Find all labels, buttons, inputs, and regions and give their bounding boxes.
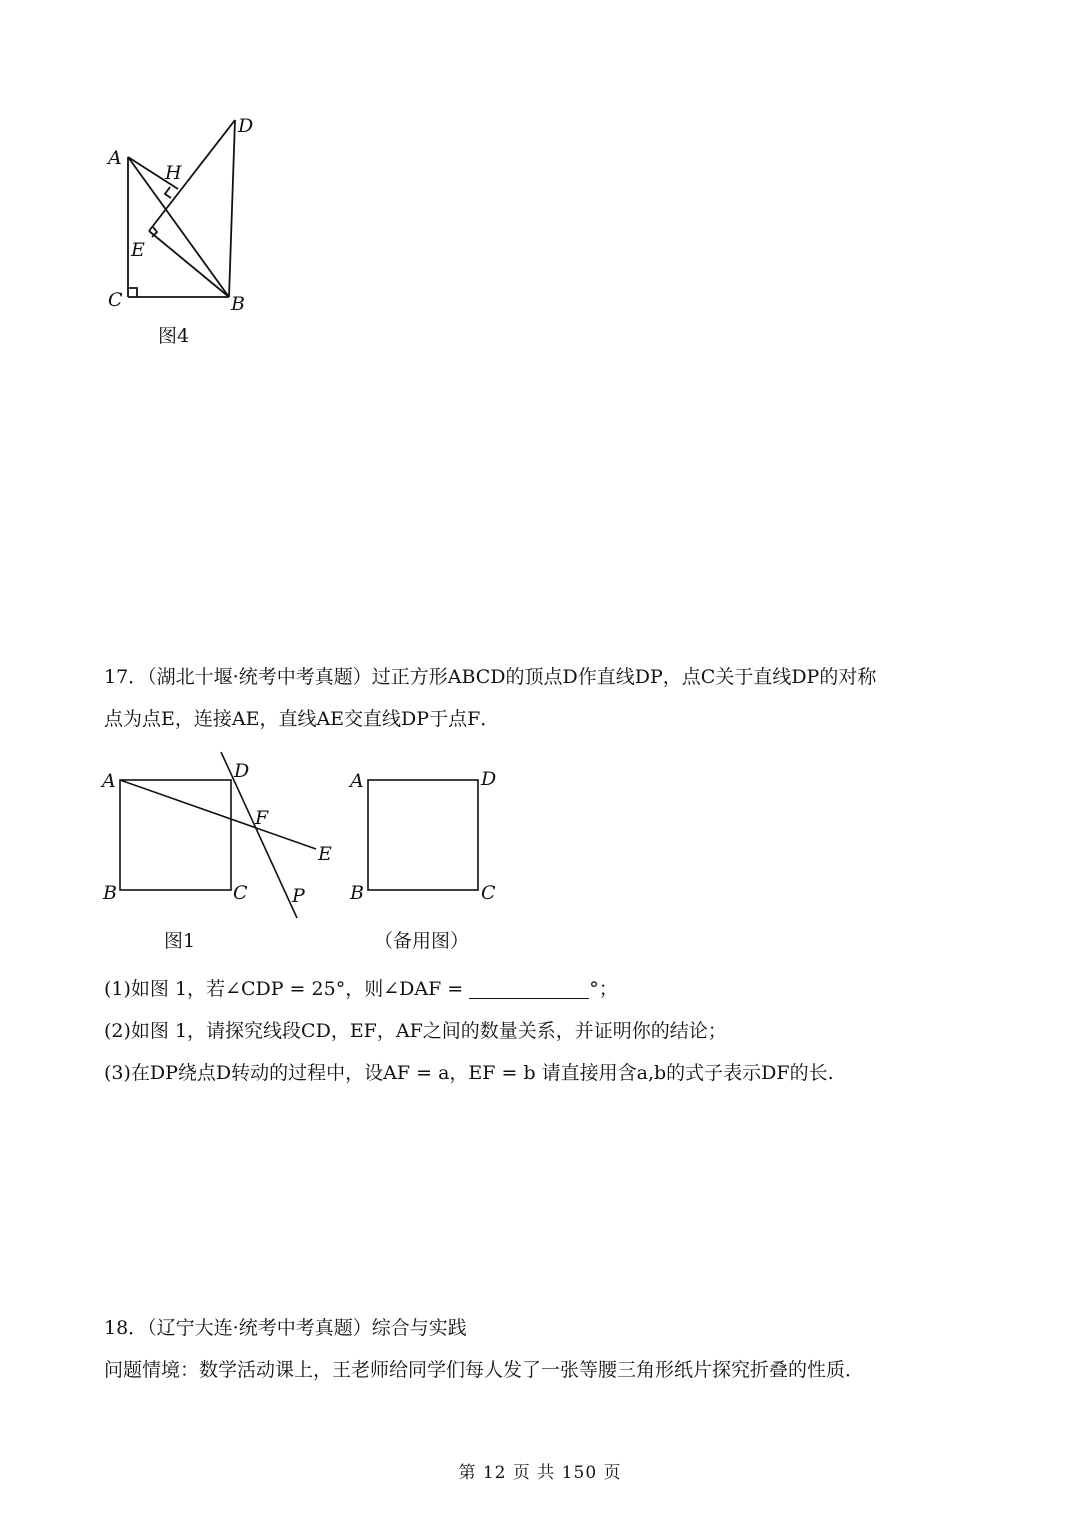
q17-part-3: (3)在DP绕点D转动的过程中，设AF = a，EF = b 请直接用含a,b的式子表示DF的长.: [104, 1062, 834, 1084]
figure-4: [0, 0, 400, 360]
fig2-label-a: A: [350, 770, 364, 792]
figure-1-caption: 图1: [164, 930, 196, 952]
square-abcd: [120, 780, 231, 890]
label-b: B: [231, 293, 245, 315]
segment-de: [149, 120, 235, 231]
label-h: H: [165, 162, 182, 184]
q18-line-1: 18．（辽宁大连·统考中考真题）综合与实践: [104, 1317, 467, 1339]
q17-line-2: 点为点E，连接AE，直线AE交直线DP于点F．: [104, 708, 500, 730]
right-angle-mark-c: [128, 288, 137, 297]
right-angle-mark-h: [165, 187, 171, 198]
page-footer: 第 12 页 共 150 页: [458, 1463, 622, 1483]
fig1-label-e: E: [318, 843, 332, 865]
figure-1: [0, 740, 360, 930]
q17-line-1: 17．（湖北十堰·统考中考真题）过正方形ABCD的顶点D作直线DP，点C关于直线DP的对称: [104, 666, 877, 688]
q17-part-1: [104, 969, 618, 1009]
fig1-label-b: B: [103, 882, 117, 904]
label-e: E: [131, 239, 145, 261]
figure-backup-caption: （备用图）: [374, 930, 470, 952]
fig2-label-c: C: [481, 882, 496, 904]
fig1-label-d: D: [234, 760, 250, 782]
q17-part-1-text: (1)如图 1，若∠CDP = 25°，则∠DAF =: [104, 978, 470, 1000]
label-c: C: [108, 289, 123, 311]
q18-line-2: 问题情境：数学活动课上，王老师给同学们每人发了一张等腰三角形纸片探究折叠的性质．: [104, 1359, 865, 1381]
fig1-label-p: P: [292, 885, 305, 907]
line-ae: [120, 780, 316, 849]
answer-blank: [469, 978, 589, 999]
fig2-label-b: B: [350, 882, 364, 904]
label-a: A: [108, 147, 122, 169]
fig2-label-d: D: [481, 768, 497, 790]
backup-square-abcd: [368, 780, 478, 890]
segment-bd: [229, 120, 235, 297]
figure-backup: [340, 740, 520, 930]
right-angle-mark-e: [152, 227, 157, 237]
fig1-label-c: C: [233, 882, 248, 904]
fig1-label-f: F: [255, 807, 269, 829]
fig1-label-a: A: [102, 770, 116, 792]
q17-part-2: (2)如图 1，请探究线段CD，EF，AF之间的数量关系，并证明你的结论；: [104, 1020, 727, 1042]
q17-part-1-tail: °；: [589, 978, 618, 1000]
label-d: D: [238, 115, 254, 137]
figure-4-caption: 图4: [158, 325, 190, 347]
